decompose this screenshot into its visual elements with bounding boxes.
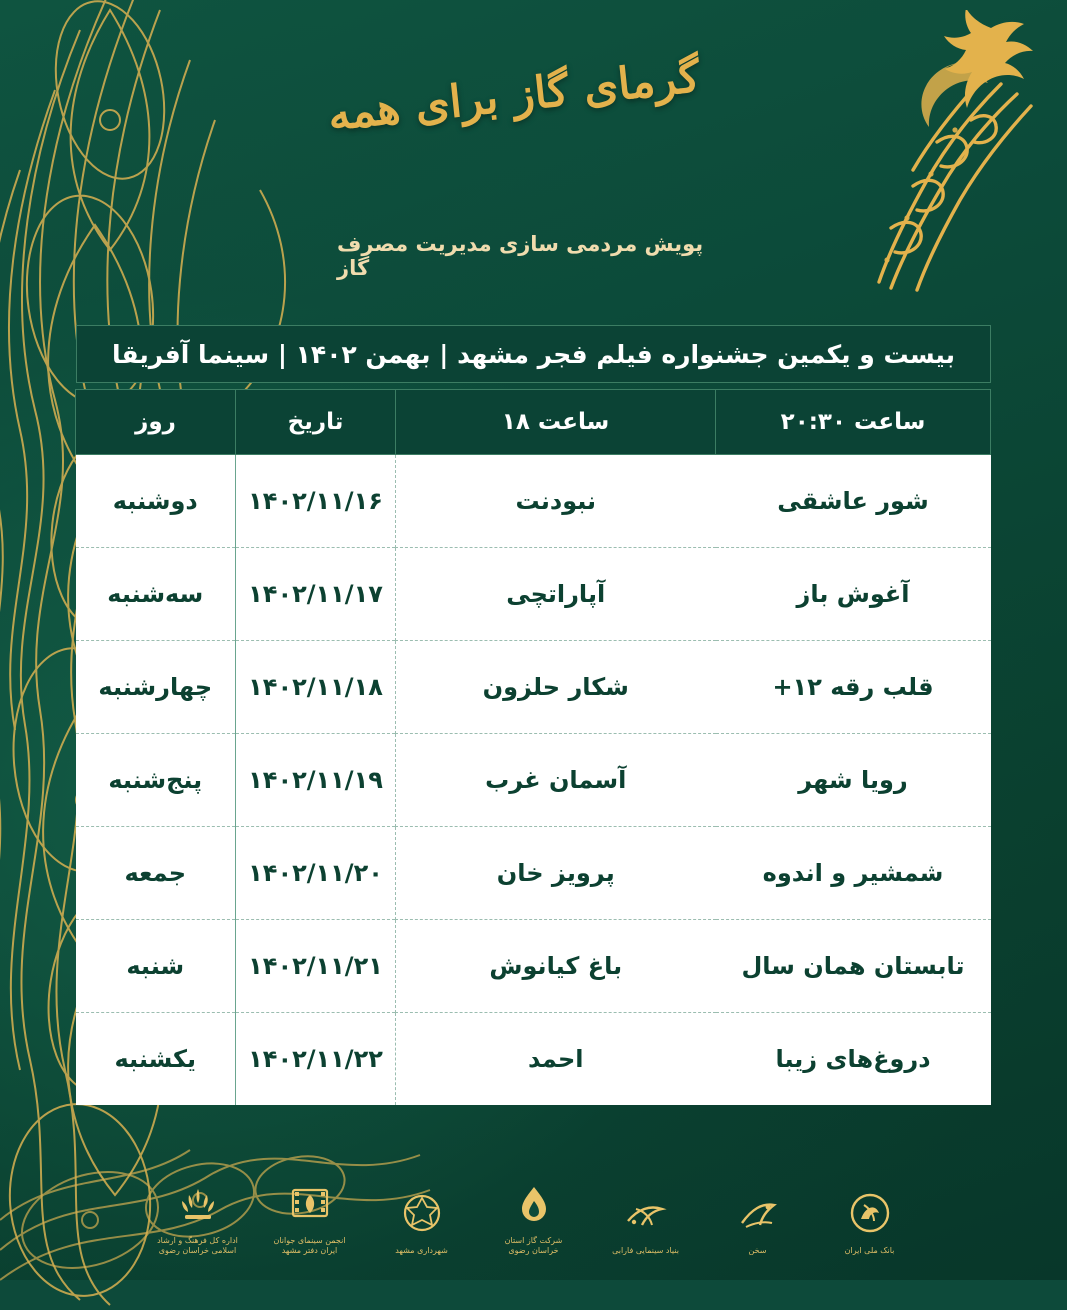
sponsor-culture-ministry [155,1179,241,1256]
sponsor-bank-melli [827,1189,913,1256]
cell-date: ۱۴۰۲/۱۱/۱۸ [236,641,396,734]
cell-day: چهارشنبه [76,641,236,734]
culture-ministry-icon [172,1179,224,1231]
mashhad-municipality-icon [396,1189,448,1241]
cell-date: ۱۴۰۲/۱۱/۱۷ [236,548,396,641]
cell-film-18: پرویز خان [396,827,716,920]
table-row [76,548,991,641]
sponsor-youth-cinema [267,1179,353,1256]
sponsor-farabi [603,1189,689,1256]
cell-film-2030: دروغ‌های زیبا [716,1013,991,1106]
sponsor-caption: بانک ملی ایران [844,1246,895,1255]
bank-melli-icon [844,1189,896,1241]
sponsor-logos [0,1179,1067,1256]
table-row [76,455,991,548]
sponsor-municipality [379,1189,465,1256]
cell-date: ۱۴۰۲/۱۱/۱۶ [236,455,396,548]
campaign-subtitle: پویش مردمی سازی مدیریت مصرف گاز [337,232,704,280]
cell-film-18: باغ کیانوش [396,920,716,1013]
gas-company-icon [508,1179,560,1231]
column-header-time-2030: ساعت ۲۰:۳۰ [716,390,991,455]
cell-film-2030: شور عاشقی [716,455,991,548]
sponsor-caption: سخن [748,1246,767,1255]
cell-date: ۱۴۰۲/۱۱/۲۲ [236,1013,396,1106]
cell-day: یکشنبه [76,1013,236,1106]
cell-date: ۱۴۰۲/۱۱/۲۰ [236,827,396,920]
cell-film-18: شکار حلزون [396,641,716,734]
cell-date: ۱۴۰۲/۱۱/۱۹ [236,734,396,827]
table-row [76,920,991,1013]
cell-film-2030: قلب رقه ۱۲+ [716,641,991,734]
table-header-row [76,390,991,455]
sponsor-caption: بنیاد سینمایی فارابی [612,1246,679,1255]
schedule-table [75,389,991,1105]
fajr-festival-logo-icon [795,10,1045,300]
sponsor-gas-company [491,1179,577,1256]
poster-header [0,0,1067,310]
cell-film-18: احمد [396,1013,716,1106]
cell-film-2030: آغوش باز [716,548,991,641]
cell-day: جمعه [76,827,236,920]
cell-film-18: آسمان غرب [396,734,716,827]
sponsor-caption: شهرداری مشهد [395,1246,448,1255]
cell-film-18: نبودنت [396,455,716,548]
sponsor-caption: اداره کل فرهنگ و ارشاد اسلامی خراسان رضوی [157,1236,238,1255]
table-row [76,827,991,920]
column-header-time-18: ساعت ۱۸ [396,390,716,455]
sakhtemani-icon [732,1189,784,1241]
cell-day: پنج‌شنبه [76,734,236,827]
sponsor-caption: شرکت گاز استان خراسان رضوی [504,1236,563,1255]
cell-film-2030: تابستان همان سال [716,920,991,1013]
schedule-section [76,325,991,1105]
cell-day: دوشنبه [76,455,236,548]
cell-day: شنبه [76,920,236,1013]
cell-film-18: آپاراتچی [396,548,716,641]
cell-film-2030: شمشیر و اندوه [716,827,991,920]
table-row [76,1013,991,1106]
cell-film-2030: رویا شهر [716,734,991,827]
sponsor-caption: انجمن سینمای جوانان ایران دفتر مشهد [273,1236,346,1255]
column-header-day: روز [76,390,236,455]
column-header-date: تاریخ [236,390,396,455]
cell-date: ۱۴۰۲/۱۱/۲۱ [236,920,396,1013]
schedule-heading: بیست و یکمین جشنواره فیلم فجر مشهد | بهمن ۱۴۰۲ | سینما آفریقا [76,325,991,383]
table-row [76,734,991,827]
campaign-title: گرمای گاز برای همه [325,51,703,141]
sponsor-sakhtemani [715,1189,801,1256]
youth-cinema-icon [284,1179,336,1231]
farabi-foundation-icon [620,1189,672,1241]
table-row [76,641,991,734]
cell-day: سه‌شنبه [76,548,236,641]
